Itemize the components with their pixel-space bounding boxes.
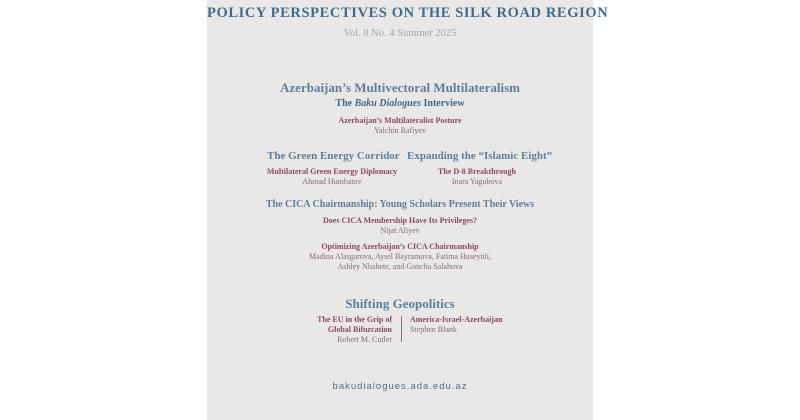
article-title: Optimizing Azerbaijan’s CICA Chairmanship bbox=[321, 242, 479, 251]
article-title: Does CICA Membership Have Its Privileges? bbox=[323, 216, 477, 225]
interview-heading bbox=[207, 98, 593, 109]
section-heading-cica: The CICA Chairmanship: Young Scholars Present Their Views bbox=[265, 199, 535, 210]
article-title-line: Global Bifurcation bbox=[327, 325, 392, 334]
article-author: Ahmad Humbatov bbox=[302, 177, 362, 186]
article-title: The D-8 Breakthrough bbox=[438, 167, 516, 176]
article-author: Inara Yagubova bbox=[451, 177, 503, 186]
issue-info: Vol. 8 No. 4 Summer 2025 bbox=[343, 28, 457, 39]
column-divider bbox=[401, 316, 402, 342]
journal-cover bbox=[207, 0, 609, 420]
section-heading-geopolitics: Shifting Geopolitics bbox=[345, 296, 455, 311]
interview-journal-name: Baku Dialogues bbox=[354, 98, 421, 109]
section-heading-green-energy: The Green Energy Corridor bbox=[267, 150, 400, 162]
article-author: Nijat Aliyev bbox=[380, 226, 420, 235]
website-url: bakudialogues.ada.edu.az bbox=[332, 381, 468, 392]
article-title-line: The EU in the Grip of bbox=[317, 315, 392, 324]
journal-title: POLICY PERSPECTIVES ON THE SILK ROAD REGION bbox=[207, 5, 609, 21]
article-authors-line: Madina Alasgarova, Aysel Bayramova, Fatima Huseynli, bbox=[309, 252, 491, 261]
article-author: Yalchin Rafiyev bbox=[374, 126, 426, 135]
section-heading-islamic-eight: Expanding the “Islamic Eight” bbox=[407, 150, 553, 162]
interview-suffix: Interview bbox=[423, 98, 465, 109]
article-title: America-Israel-Azerbaijan bbox=[410, 315, 503, 324]
article-title: Azerbaijan’s Multilateralist Posture bbox=[338, 116, 462, 125]
section-heading-multilateralism: Azerbaijan’s Multivectoral Multilateralism bbox=[280, 80, 520, 95]
interview-prefix: The bbox=[335, 98, 353, 109]
article-title: Multilateral Green Energy Diplomacy bbox=[266, 167, 398, 176]
article-author: Robert M. Cutler bbox=[337, 335, 392, 344]
article-authors-line: Ashley Nhabete, and Goncha Salahova bbox=[337, 262, 463, 271]
article-author: Stephen Blank bbox=[410, 325, 457, 334]
